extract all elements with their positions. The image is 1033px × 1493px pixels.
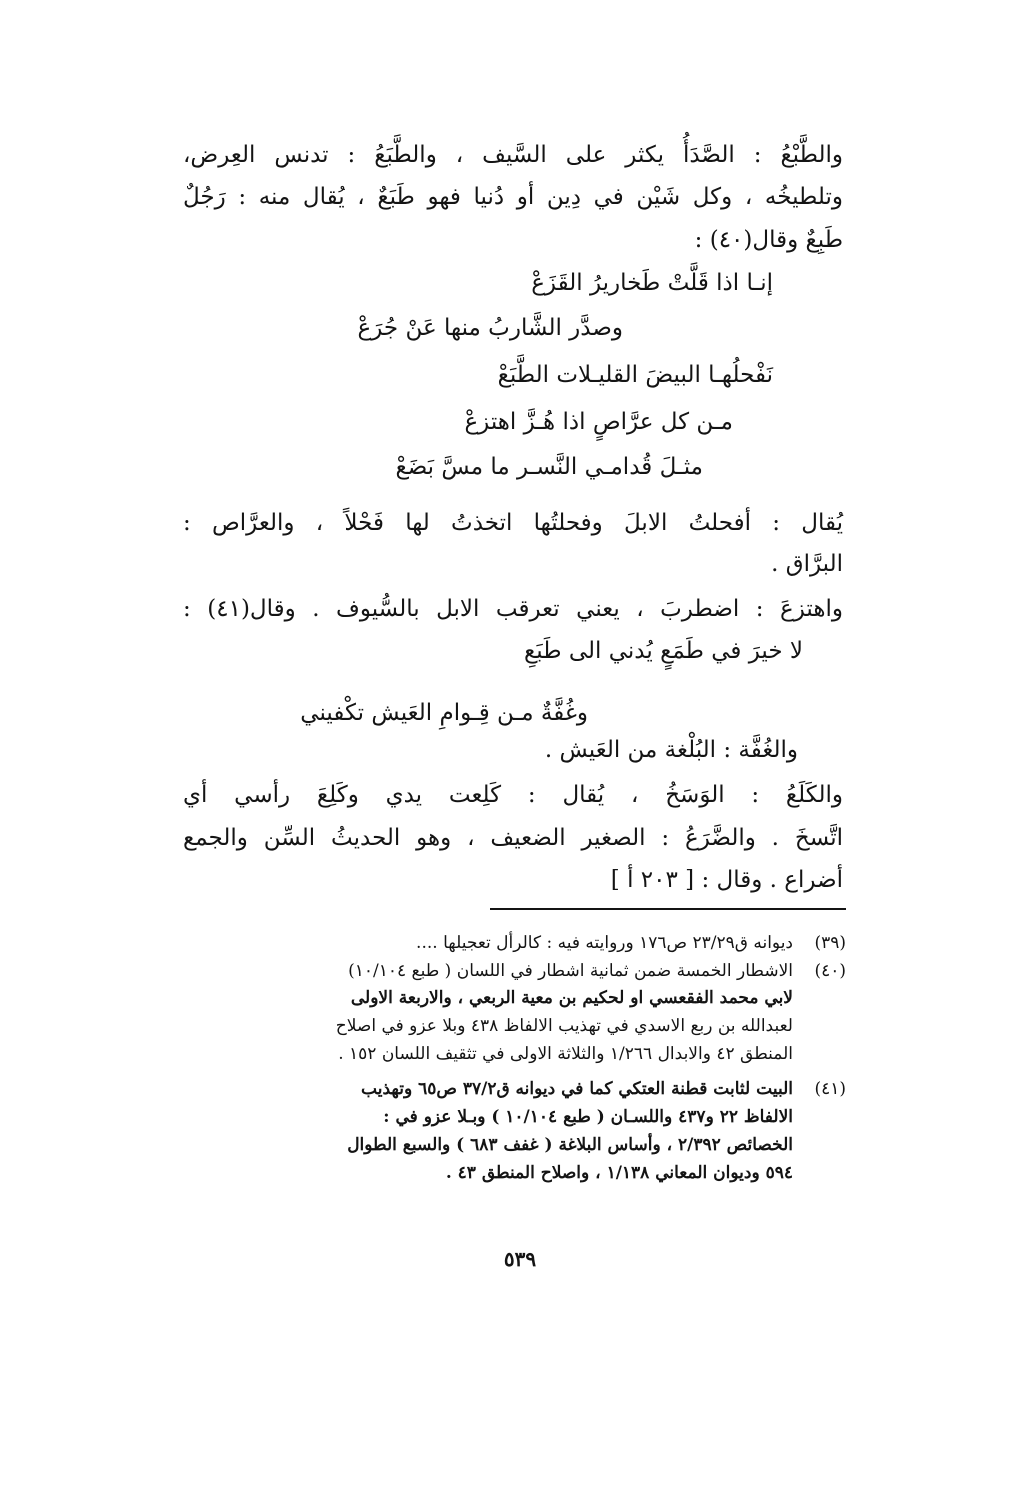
- body-line: طَبِعٌ وقال(٤٠) :: [694, 227, 843, 253]
- footnote-line: ديوانه ق٢٣/٢٩ ص١٧٦ وروايته فيه : كالرأل تعجيلها ....: [416, 933, 793, 953]
- body-line: البرَّاق .: [771, 551, 843, 577]
- footnote-line: المنطق ٤٢ والابدال ١/٢٦٦ والثلاثة الاولى في تثقيف اللسان ١٥٢ .: [338, 1044, 793, 1064]
- verse-line: نَفْحلُهـا البيضَ القليـلات الطَّبَعْ: [497, 362, 773, 388]
- body-line: والكَلَعُ : الوَسَخُ ، يُقال : كَلِعت يدي وكَلِعَ رأسي أي: [183, 782, 843, 808]
- footnote-separator: [490, 908, 846, 910]
- page-number: ٥٣٩: [503, 1247, 537, 1271]
- footnote-line: ٥٩٤ وديوان المعاني ١/١٣٨ ، واصلاح المنطق ٤٣ .: [445, 1163, 793, 1183]
- footnote-line: لعبدالله بن ربع الاسدي في تهذيب الالفاظ ٤٣٨ وبلا عزو في اصلاح: [335, 1016, 793, 1036]
- body-line: واهتزعَ : اضطربَ ، يعني تعرقب الابل بالسُّيوف . وقال(٤١) :: [183, 596, 843, 622]
- footnote-number: (٤١): [814, 1079, 846, 1099]
- body-line: والطَّبْعُ : الصَّدَأُ يكثر على السَّيف ، والطَّبَعُ : تدنس العِرض،: [183, 142, 843, 168]
- verse-line: مـن كل عرَّاصٍ اذا هُـزَّ اهتزعْ: [464, 409, 733, 435]
- verse-line: مثـلَ قُدامـي النَّسـر ما مسَّ بَضَعْ: [395, 454, 703, 480]
- verse-line: وصدَّر الشَّاربُ منها عَنْ جُرَعْ: [357, 315, 623, 341]
- body-line: أضراع . وقال : [ ٢٠٣ أ ]: [610, 867, 843, 893]
- body-line: اتَّسخَ . والضَّرَعُ : الصغير الضعيف ، وهو الحديثُ السِّن والجمع: [183, 825, 843, 851]
- verse-line: لا خيرَ في طَمَعٍ يُدني الى طَبَعِ: [524, 638, 803, 664]
- footnote-number: (٣٩): [814, 933, 846, 953]
- footnote-line: البيت لثابت قطنة العتكي كما في ديوانه ق٣٧/٢ ص٦٥ وتهذيب: [361, 1079, 793, 1099]
- body-line: والغُفَّة : البُلْغة من العَيش .: [544, 737, 798, 763]
- footnote-line: الخصائص ٢/٣٩٢ ، وأساس البلاغة ( غفف ٦٨٣ ) والسبع الطوال: [347, 1135, 793, 1155]
- footnote-line: لابي محمد الفقعسي او لحكيم بن معية الربعي ، والاربعة الاولى: [350, 988, 793, 1008]
- verse-line: وغُفَّةٌ مـن قِـوامِ العَيش تكْفيني: [300, 700, 588, 726]
- body-line: يُقال : أفحلتُ الابلَ وفحلتُها اتخذتُ لها فَحْلاً ، والعرَّاص :: [183, 510, 843, 536]
- footnote-line: الالفاظ ٢٢ و٤٣٧ واللسـان ( طبع ١٠/١٠٤ ) وبـلا عزو في :: [383, 1107, 793, 1127]
- body-line: وتلطيخُه ، وكل شَيْن في دِين أو دُنيا فهو طَبَعٌ ، يُقال منه : رَجُلٌ: [183, 184, 843, 210]
- footnote-line: الاشطار الخمسة ضمن ثمانية اشطار في اللسان ( طبع ١٠/١٠٤): [348, 961, 793, 981]
- verse-line: إنـا اذا قَلَّتْ طَخاريرُ القَزَعْ: [531, 270, 773, 296]
- footnote-number: (٤٠): [814, 961, 846, 981]
